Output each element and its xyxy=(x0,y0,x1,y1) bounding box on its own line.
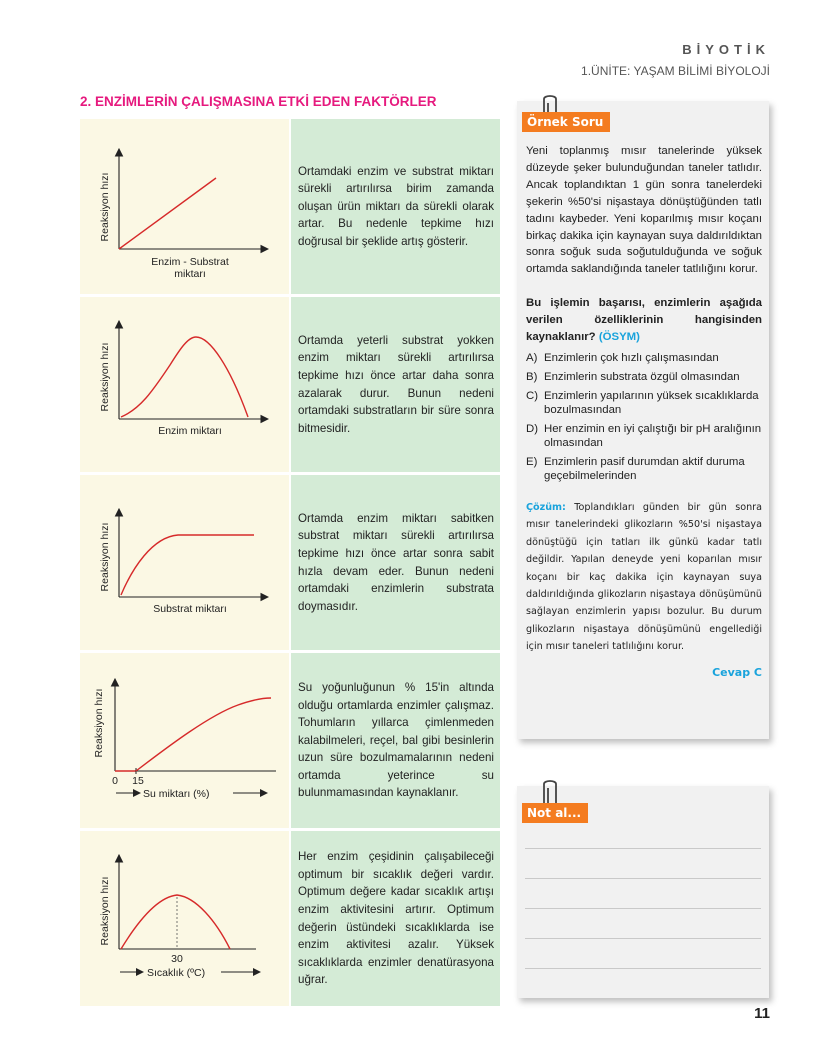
option-c[interactable]: C) Enzimlerin yapılarının yüksek sıcaklıklarda bozulmasından xyxy=(526,389,759,416)
factor-row xyxy=(80,119,500,294)
svg-text:Reaksiyon hızı: Reaksiyon hızı xyxy=(99,342,111,412)
temperature-curve xyxy=(121,895,230,949)
example-question-box xyxy=(517,101,769,739)
graph-temperature xyxy=(80,831,291,1006)
factor-row xyxy=(80,297,500,472)
graph-enzyme-substrate xyxy=(80,119,291,294)
option-e[interactable]: E) Enzimlerin pasif durumdan aktif duruma geçebilmelerinden xyxy=(526,455,745,482)
water-curve xyxy=(136,698,271,771)
answer-label: Cevap C xyxy=(712,665,762,679)
svg-text:0: 0 xyxy=(112,775,118,787)
section-title: 2. ENZİMLERİN ÇALIŞMASINA ETKİ EDEN FAKTÖRLER xyxy=(80,94,437,109)
answer-options xyxy=(526,351,762,483)
graph-water-amount xyxy=(80,653,291,828)
notes-box xyxy=(517,786,769,998)
svg-text:Enzim miktarı: Enzim miktarı xyxy=(158,425,222,437)
factor-row xyxy=(80,475,500,650)
factor-description: Her enzim çeşidinin çalışabileceği optimum bir sıcaklık değeri vardır. Optimum değere kadar sıcaklık artışı enzim aktivitesini artırır. Optimum değerin üstündeki sıcaklıklarda ise enzim aktivitesi azalır. Yüksek sıcaklıklarda enzimler denatürasyona uğrar. xyxy=(298,850,494,987)
note-line[interactable] xyxy=(525,968,761,969)
example-passage: Yeni toplanmış mısır tanelerinde yüksek düzeyde şeker bulunduğundan taneler tatlıdır. Ancak toplandıktan 1 gün sonra tanelerdeki şekerin %50'si nişastaya dönüştüğünden tatlı tadını kaybeder. Yeni koparılmış mısır koçanı birkaç dakika için kaynayan suya daldırıldıktan sonra soğuk suda soğutulduğunda ve soğuk ortamda saklandığında taneler tatlılığını korur. xyxy=(526,145,762,276)
svg-text:Reaksiyon hızı: Reaksiyon hızı xyxy=(99,876,111,946)
note-line[interactable] xyxy=(525,938,761,939)
svg-text:30: 30 xyxy=(171,953,183,965)
unit-title: 1.ÜNİTE: YAŞAM BİLİMİ BİYOLOJİ xyxy=(581,64,770,78)
linear-curve xyxy=(119,178,216,249)
factor-row xyxy=(80,653,500,828)
brand-title: BİYOTİK xyxy=(682,42,770,57)
factor-description: Ortamda yeterli substrat yokken enzim miktarı sürekli artırılırsa tepkime hızı önce artar daha sonra azalarak durur. Bunun nedeni ortamdaki substratların bir süre sonra bitmesidir. xyxy=(298,333,494,435)
rise-fall-curve xyxy=(121,337,248,417)
svg-text:15: 15 xyxy=(132,775,144,787)
x-axis-label-2: miktarı xyxy=(174,268,206,280)
saturation-curve xyxy=(121,535,254,595)
option-b[interactable]: B) Enzimlerin substrata özgül olmasından xyxy=(526,370,740,383)
factor-description: Su yoğunluğunun % 15'in altında olduğu ortamlarda enzimler çalışmaz. Tohumların yıllarca çimlenmeden kalabilmeleri, reçel, bal gibi besinlerin uzun süre bozulmamalarının nedeni ortamda yeterince su bulunmamasından kaynaklanır. xyxy=(298,680,494,800)
factor-description: Ortamdaki enzim ve substrat miktarı sürekli artırılırsa birim zamanda oluşan ürün miktarı da sürekli olarak artar. Bu nedenle tepkime hızı doğrusal bir şeklide artış gösterir. xyxy=(298,164,494,248)
option-a[interactable]: A) Enzimlerin çok hızlı çalışmasından xyxy=(526,351,719,364)
svg-text:Sıcaklık (ºC): Sıcaklık (ºC) xyxy=(147,967,206,979)
note-line[interactable] xyxy=(525,878,761,879)
factor-row xyxy=(80,831,500,1006)
option-d[interactable]: D) Her enzimin en iyi çalıştığı bir pH aralığının olmasından xyxy=(526,422,762,449)
svg-text:Su miktarı (%): Su miktarı (%) xyxy=(143,788,210,800)
solution-text: Çözüm: Toplandıkları günden bir gün sonra mısır tanelerindeki glikozların %50'si nişastaya dönüştüğü için tatları ilk günkü kadar tatlı değildir. Yapılan deneyde yeni koparılan mısır koçanı bir kaç dakika için kaynayan suya daldırıldığında glikozların nişastaya dönüşümünü sağlayan enzimlerin yapısı bozulur. Bu durum glikozların nişastaya dönüşümünü engellediği için mısır taneleri tatlılığını korur. xyxy=(526,501,762,653)
example-tag: Örnek Soru xyxy=(522,112,610,132)
note-line[interactable] xyxy=(525,848,761,849)
notes-tag: Not al... xyxy=(522,803,588,823)
factor-description: Ortamda enzim miktarı sabitken substrat miktarı sürekli artırılırsa tepkime hızı önce artar sonra sabit hızla devam eder. Bunun nedeni ortamdaki enzimlerin substrata doymasıdır. xyxy=(298,511,494,613)
factors-table xyxy=(80,119,500,1009)
svg-text:Reaksiyon hızı: Reaksiyon hızı xyxy=(99,522,111,592)
x-axis-label: Enzim - Substrat xyxy=(151,256,229,268)
page-number: 11 xyxy=(754,1005,770,1022)
svg-text:Reaksiyon hızı: Reaksiyon hızı xyxy=(93,688,105,758)
y-axis-label: Reaksiyon hızı xyxy=(99,172,111,242)
graph-substrate-amount xyxy=(80,475,291,650)
source-label: (ÖSYM) xyxy=(598,331,640,344)
note-line[interactable] xyxy=(525,908,761,909)
graph-enzyme-amount xyxy=(80,297,291,472)
example-question: Bu işlemin başarısı, enzimlerin aşağıda verilen özelliklerinin hangisinden kaynaklanır? (ÖSYM) xyxy=(526,297,762,344)
svg-text:Substrat miktarı: Substrat miktarı xyxy=(153,603,227,615)
